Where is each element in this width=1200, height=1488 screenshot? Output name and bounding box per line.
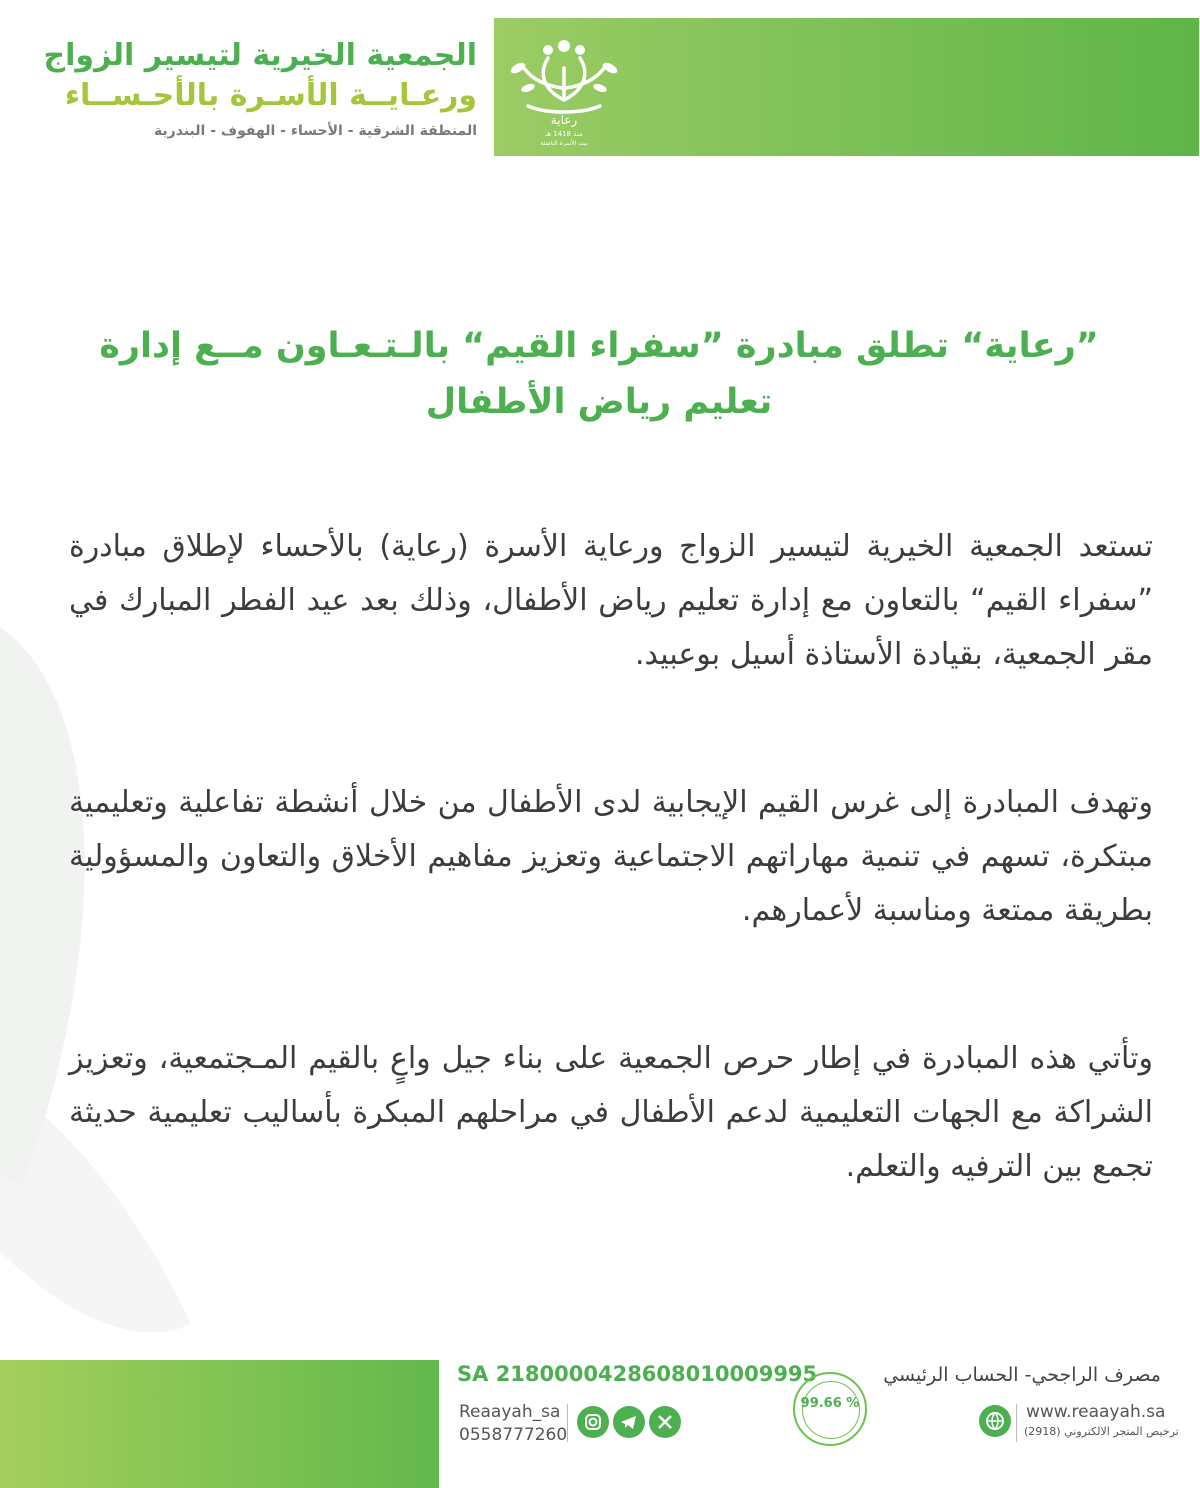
- headline-line1: ”رعاية“ تطلق مبادرة ”سفراء القيم“ بالـتـعـاون مــع إدارة: [100, 326, 1100, 366]
- body-paragraph-1: تستعد الجمعية الخيرية لتيسير الزواج ورعاية الأسرة (رعاية) بالأحساء لإطلاق مبادرة ”سفراء القيم“ بالتعاون مع إدارة تعليم رياض الأطفال، وذلك بعد عيد الفطر المبارك في مقر الجمعية، بقيادة الأستاذة أسيل بوعبيد.: [70, 529, 1154, 672]
- organization-name-line2: ورعـايــة الأسـرة بالأحـســاء: [65, 78, 478, 113]
- globe-icon[interactable]: [980, 1405, 1012, 1437]
- headline-line2: تعليم رياض الأطفال: [426, 382, 774, 422]
- logo-since: منذ 1418 هـ: [546, 130, 584, 138]
- store-license: ترخيص المتجر الالكتروني (2918): [1025, 1425, 1180, 1438]
- instagram-icon[interactable]: [578, 1406, 610, 1438]
- reaayah-logo: [505, 28, 625, 146]
- website-link[interactable]: www.reaayah.sa: [1027, 1402, 1167, 1422]
- social-handle[interactable]: Reaayah_sa: [460, 1402, 562, 1422]
- seal-value: % 99.66: [801, 1396, 861, 1411]
- organization-name-line1: الجمعية الخيرية لتيسير الزواج: [44, 38, 478, 73]
- bank-name: مصرف الراجحي- الحساب الرئيسي: [884, 1364, 1162, 1386]
- telegram-icon[interactable]: [614, 1406, 646, 1438]
- bank-iban: SA 2180000428608010009995: [458, 1362, 819, 1386]
- compliance-seal: [794, 1372, 868, 1446]
- organization-regions: المنطقة الشرقية - الأحساء - الهفوف - البندرية: [154, 123, 478, 139]
- divider: [568, 1404, 569, 1442]
- divider: [1017, 1404, 1018, 1442]
- footer-band: [0, 1360, 440, 1488]
- logo-name: رعاية: [551, 113, 579, 127]
- news-headline: [40, 318, 1160, 430]
- logo-tagline: بيت الأسرة الناشئة: [541, 140, 589, 146]
- body-paragraph-3: وتأتي هذه المبادرة في إطار حرص الجمعية على بناء جيل واعٍ بالقيم المـجتمعية، وتعزيز الشراكة مع الجهات التعليمية لدعم الأطفال في مراحلهم المبكرة بأساليب تعليمية حديثة تجمع بين الترفيه والتعلم.: [70, 1041, 1154, 1184]
- phone-number[interactable]: 0558777260: [460, 1425, 569, 1445]
- x-icon[interactable]: [650, 1406, 682, 1438]
- body-paragraph-2: وتهدف المبادرة إلى غرس القيم الإيجابية لدى الأطفال من خلال أنشطة تفاعلية وتعليمية مبتكرة، تسهم في تنمية مهاراتهم الاجتماعية وتعزيز مفاهيم الأخلاق والتعاون والمسؤولية بطريقة ممتعة ومناسبة لأعمارهم.: [70, 785, 1154, 928]
